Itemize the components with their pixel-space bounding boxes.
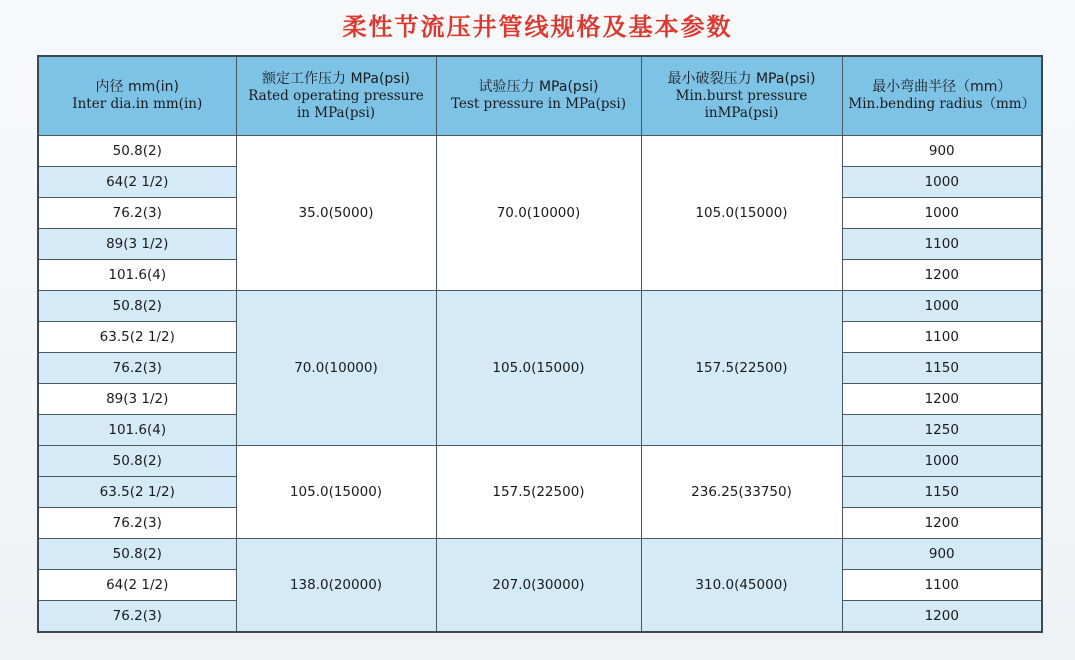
inner-diameter-cell: 76.2(3)	[38, 353, 236, 384]
inner-diameter-cell: 76.2(3)	[38, 601, 236, 633]
table-row	[38, 136, 1042, 167]
inner-diameter-cell: 101.6(4)	[38, 415, 236, 446]
bending-radius-cell: 1150	[842, 477, 1042, 508]
burst-pressure-cell: 236.25(33750)	[641, 446, 842, 539]
table-header-row	[38, 56, 1042, 136]
bending-radius-cell: 1100	[842, 322, 1042, 353]
inner-diameter-cell: 50.8(2)	[38, 136, 236, 167]
inner-diameter-cell: 89(3 1/2)	[38, 229, 236, 260]
bending-radius-cell: 1000	[842, 291, 1042, 322]
test-pressure-cell: 157.5(22500)	[436, 446, 641, 539]
table-row	[38, 291, 1042, 322]
bending-radius-cell: 1200	[842, 601, 1042, 633]
page-title: 柔性节流压井管线规格及基本参数	[342, 13, 733, 41]
header-rated-pressure: 额定工作压力 MPa(psi) Rated operating pressure in MPa(psi)	[236, 56, 436, 136]
header-inner-diameter: 内径 mm(in) Inter dia.in mm(in)	[38, 56, 236, 136]
table-row	[38, 539, 1042, 570]
spec-table	[37, 55, 1043, 633]
inner-diameter-cell: 89(3 1/2)	[38, 384, 236, 415]
burst-pressure-cell: 105.0(15000)	[641, 136, 842, 291]
bending-radius-cell: 1100	[842, 570, 1042, 601]
bending-radius-cell: 1000	[842, 198, 1042, 229]
bending-radius-cell: 900	[842, 136, 1042, 167]
bending-radius-cell: 1000	[842, 446, 1042, 477]
inner-diameter-cell: 63.5(2 1/2)	[38, 322, 236, 353]
rated-pressure-cell: 70.0(10000)	[236, 291, 436, 446]
rated-pressure-cell: 138.0(20000)	[236, 539, 436, 633]
bending-radius-cell: 1200	[842, 260, 1042, 291]
bending-radius-cell: 1250	[842, 415, 1042, 446]
inner-diameter-cell: 64(2 1/2)	[38, 167, 236, 198]
rated-pressure-cell: 35.0(5000)	[236, 136, 436, 291]
bending-radius-cell: 1200	[842, 508, 1042, 539]
burst-pressure-cell: 310.0(45000)	[641, 539, 842, 633]
bending-radius-cell: 1100	[842, 229, 1042, 260]
burst-pressure-cell: 157.5(22500)	[641, 291, 842, 446]
header-burst-pressure: 最小破裂压力 MPa(psi) Min.burst pressure inMPa(psi)	[641, 56, 842, 136]
inner-diameter-cell: 63.5(2 1/2)	[38, 477, 236, 508]
test-pressure-cell: 207.0(30000)	[436, 539, 641, 633]
inner-diameter-cell: 50.8(2)	[38, 446, 236, 477]
test-pressure-cell: 105.0(15000)	[436, 291, 641, 446]
bending-radius-cell: 1000	[842, 167, 1042, 198]
inner-diameter-cell: 76.2(3)	[38, 198, 236, 229]
test-pressure-cell: 70.0(10000)	[436, 136, 641, 291]
inner-diameter-cell: 101.6(4)	[38, 260, 236, 291]
bending-radius-cell: 1200	[842, 384, 1042, 415]
inner-diameter-cell: 64(2 1/2)	[38, 570, 236, 601]
rated-pressure-cell: 105.0(15000)	[236, 446, 436, 539]
inner-diameter-cell: 76.2(3)	[38, 508, 236, 539]
inner-diameter-cell: 50.8(2)	[38, 539, 236, 570]
inner-diameter-cell: 50.8(2)	[38, 291, 236, 322]
header-bending-radius: 最小弯曲半径（mm） Min.bending radius（mm）	[842, 56, 1042, 136]
header-test-pressure: 试验压力 MPa(psi) Test pressure in MPa(psi)	[436, 56, 641, 136]
bending-radius-cell: 900	[842, 539, 1042, 570]
bending-radius-cell: 1150	[842, 353, 1042, 384]
table-row	[38, 446, 1042, 477]
